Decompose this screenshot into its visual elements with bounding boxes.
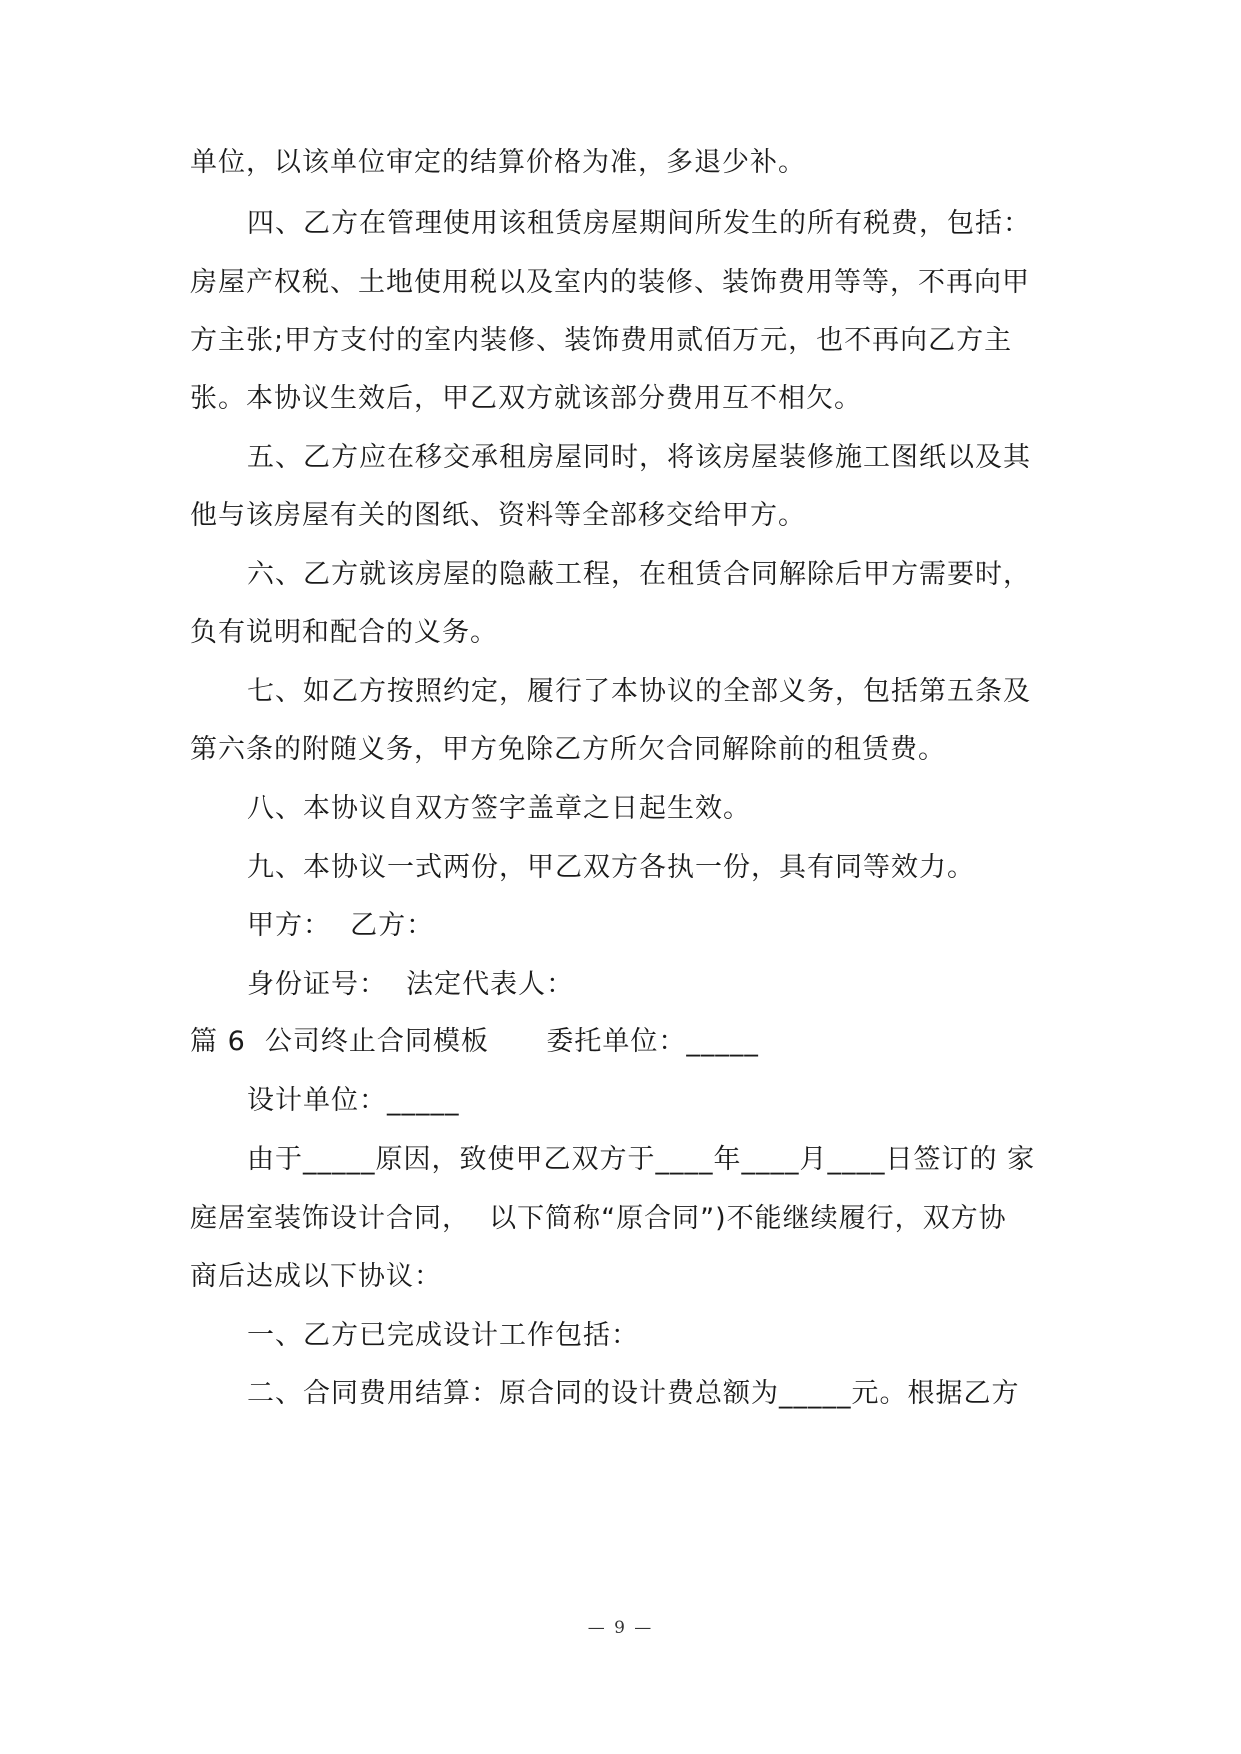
text-line: 四、乙方在管理使用该租赁房屋期间所发生的所有税费，包括： <box>247 208 1031 239</box>
text-line: 二、合同费用结算：原合同的设计费总额为_____元。根据乙方 <box>247 1378 1020 1409</box>
text-line: 张。本协议生效后，甲乙双方就该部分费用互不相欠。 <box>190 383 862 414</box>
text-line: 五、乙方应在移交承租房屋同时，将该房屋装修施工图纸以及其 <box>247 442 1031 473</box>
text-line: 他与该房屋有关的图纸、资料等全部移交给甲方。 <box>190 500 806 531</box>
section-heading: 篇 6 公司终止合同模板 委托单位：_____ <box>190 1026 759 1057</box>
text-line: 八、本协议自双方签字盖章之日起生效。 <box>247 793 751 824</box>
page-number: — 9 — <box>587 1618 654 1638</box>
text-line: 负有说明和配合的义务。 <box>190 617 498 648</box>
text-line: 九、本协议一式两份，甲乙双方各执一份，具有同等效力。 <box>247 852 975 883</box>
text-line: 一、乙方已完成设计工作包括： <box>247 1320 639 1351</box>
text-line: 方主张;甲方支付的室内装修、装饰费用贰佰万元，也不再向乙方主 <box>190 325 1013 356</box>
text-line: 商后达成以下协议： <box>190 1261 442 1292</box>
text-line: 单位，以该单位审定的结算价格为准，多退少补。 <box>190 147 806 178</box>
text-line: 设计单位：_____ <box>247 1085 460 1116</box>
signature-id-labels: 身份证号： 法定代表人： <box>247 969 575 1000</box>
text-line: 第六条的附随义务，甲方免除乙方所欠合同解除前的租赁费。 <box>190 734 946 765</box>
signature-party-labels: 甲方： 乙方： <box>247 910 435 941</box>
text-line: 七、如乙方按照约定，履行了本协议的全部义务，包括第五条及 <box>247 676 1031 707</box>
text-line: 庭居室装饰设计合同， 以下简称“原合同”)不能继续履行，双方协 <box>190 1203 1007 1234</box>
text-line: 房屋产权税、土地使用税以及室内的装修、装饰费用等等，不再向甲 <box>190 267 1030 298</box>
text-line: 由于_____原因，致使甲乙双方于____年____月____日签订的 家 <box>247 1144 1036 1175</box>
text-line: 六、乙方就该房屋的隐蔽工程，在租赁合同解除后甲方需要时， <box>247 559 1031 590</box>
